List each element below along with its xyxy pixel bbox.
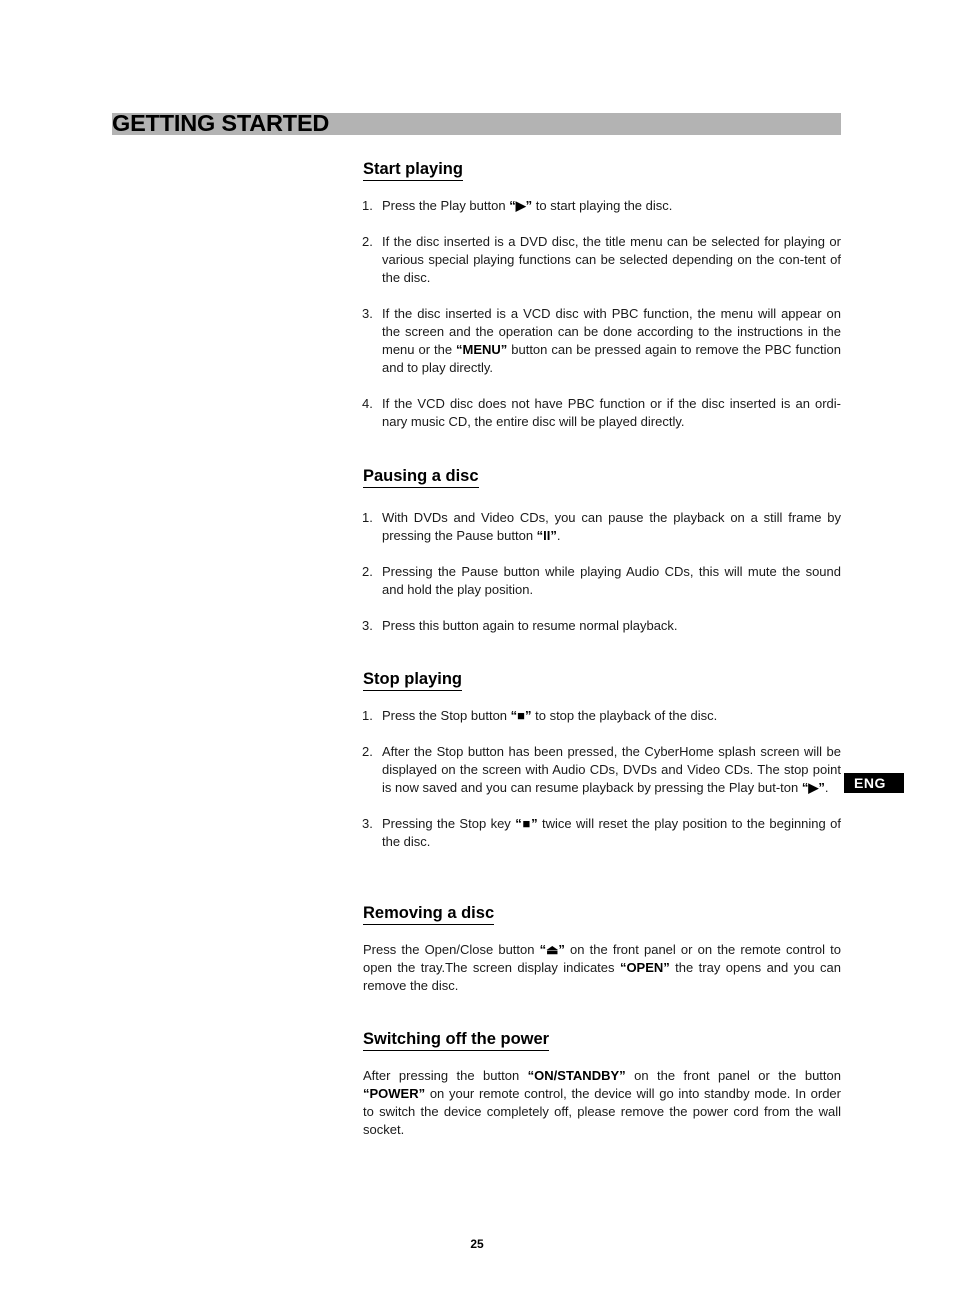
paragraph-text: Press the Open/Close button bbox=[363, 942, 540, 957]
item-text: . bbox=[556, 528, 561, 543]
list-item bbox=[362, 707, 841, 725]
pausing-list bbox=[362, 509, 841, 635]
language-tab: ENG bbox=[844, 773, 904, 793]
item-text: Press the Play button bbox=[382, 198, 510, 213]
list-item bbox=[362, 815, 841, 851]
paragraph-text: on the front panel or on the remote control to open the tray.The screen display indicates bbox=[363, 942, 841, 975]
pause-symbol: “II” bbox=[536, 528, 557, 543]
item-number: 4. bbox=[362, 396, 373, 411]
item-text: If the disc inserted is a VCD disc with PBC function, the menu will appear on the screen and the operation can be done according to the instructions in the menu or the bbox=[382, 306, 841, 357]
list-item bbox=[362, 197, 841, 215]
eject-symbol: “⏏” bbox=[539, 942, 565, 957]
item-text: Press the Stop button bbox=[382, 708, 511, 723]
item-number: 2. bbox=[362, 564, 373, 579]
page-number: 25 bbox=[470, 1237, 484, 1251]
item-text: . bbox=[824, 780, 829, 795]
item-number: 1. bbox=[362, 510, 373, 525]
list-item bbox=[362, 743, 841, 797]
stop-playing-list bbox=[362, 707, 841, 851]
open-label: “OPEN” bbox=[619, 960, 670, 975]
page-title: GETTING STARTED bbox=[112, 110, 330, 136]
power-label: “POWER” bbox=[363, 1086, 426, 1101]
item-number: 1. bbox=[362, 708, 373, 723]
stop-symbol: “■” bbox=[510, 708, 532, 723]
item-text: If the VCD disc does not have PBC function or if the disc inserted is an ordi-nary music CD, the entire disc will be played directly. bbox=[382, 396, 841, 429]
item-text: After the Stop button has been pressed, the CyberHome splash screen will be displayed on the screen with Audio CDs, DVDs and Video CDs. The stop point is now saved and you can resume playback by pressing the Play but-ton bbox=[382, 744, 841, 795]
item-text: Pressing the Stop key bbox=[382, 816, 516, 831]
section-heading-pausing: Pausing a disc bbox=[363, 466, 479, 488]
item-text: Pressing the Pause button while playing Audio CDs, this will mute the sound and hold the play position. bbox=[382, 564, 841, 597]
start-playing-list bbox=[362, 197, 841, 431]
paragraph-text: After pressing the button bbox=[363, 1068, 528, 1083]
item-number: 3. bbox=[362, 618, 373, 633]
paragraph-text: the tray opens and you can remove the disc. bbox=[363, 960, 841, 993]
item-text: Press this button again to resume normal playback. bbox=[382, 618, 678, 633]
item-number: 1. bbox=[362, 198, 373, 213]
section-heading-stop-playing: Stop playing bbox=[363, 669, 462, 691]
menu-button-label: “MENU” bbox=[456, 342, 508, 357]
removing-paragraph bbox=[363, 941, 841, 995]
item-text: to start playing the disc. bbox=[532, 198, 673, 213]
play-symbol: “▶” bbox=[801, 780, 825, 795]
item-number: 2. bbox=[362, 234, 373, 249]
list-item bbox=[362, 305, 841, 377]
list-item bbox=[362, 563, 841, 599]
paragraph-text: on your remote control, the device will go into standby mode. In order to switch the device completely off, please remove the power cord from the wall socket. bbox=[363, 1086, 841, 1137]
item-text: With DVDs and Video CDs, you can pause the playback on a still frame by pressing the Pause button bbox=[382, 510, 841, 543]
item-text: If the disc inserted is a DVD disc, the title menu can be selected for playing or various special playing functions can be selected depending on the con-tent of the disc. bbox=[382, 234, 841, 285]
item-text: to stop the playback of the disc. bbox=[531, 708, 718, 723]
section-heading-power-off: Switching off the power bbox=[363, 1029, 549, 1051]
on-standby-label: “ON/STANDBY” bbox=[527, 1068, 626, 1083]
item-number: 3. bbox=[362, 306, 373, 321]
item-text: button can be pressed again to remove the PBC function and to play directly. bbox=[382, 342, 841, 375]
paragraph-text: on the front panel or the button bbox=[625, 1068, 841, 1083]
section-heading-start-playing: Start playing bbox=[363, 159, 463, 181]
item-number: 2. bbox=[362, 744, 373, 759]
list-item bbox=[362, 395, 841, 431]
list-item bbox=[362, 617, 841, 635]
power-off-paragraph bbox=[363, 1067, 841, 1139]
stop-symbol: “■” bbox=[515, 816, 538, 831]
list-item bbox=[362, 509, 841, 545]
play-symbol: “▶” bbox=[509, 198, 533, 213]
item-text: twice will reset the play position to the beginning of the disc. bbox=[382, 816, 841, 849]
list-item bbox=[362, 233, 841, 287]
section-heading-removing: Removing a disc bbox=[363, 903, 494, 925]
item-number: 3. bbox=[362, 816, 373, 831]
